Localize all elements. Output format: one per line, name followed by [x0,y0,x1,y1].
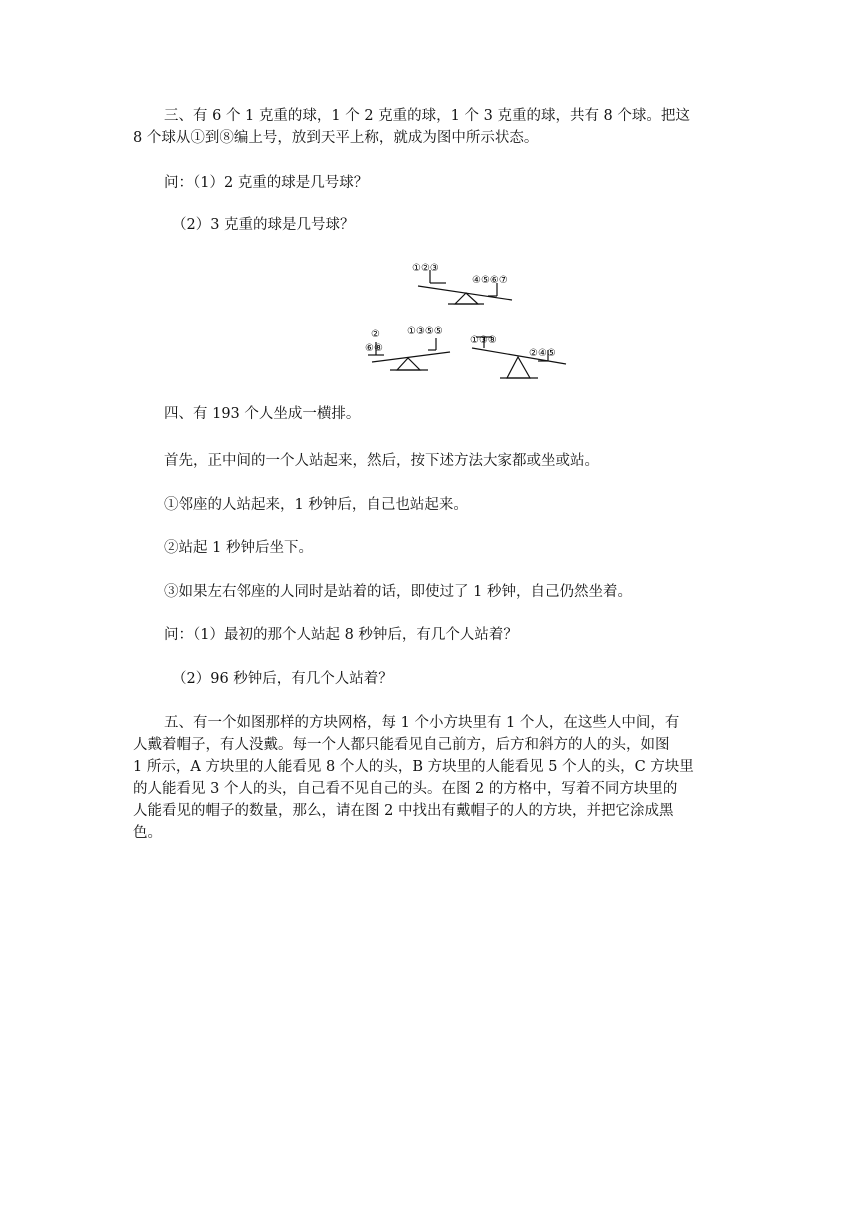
q3-intro-line2: 8 个球从①到⑧编上号，放到天平上称，就成为图中所示状态。 [133,130,539,146]
q5-line-4: 的人能看见 3 个人的头，自己看不见自己的头。在图 2 的方格中，写着不同方块里的 [133,781,678,797]
q5-line-5: 人能看见的帽子的数量，那么，请在图 2 中找出有戴帽子的人的方块，并把它涂成黑 [133,803,674,819]
balance-bottom-right-right-balls: ②④⑤ [529,348,556,359]
q4-title: 四、有 193 个人坐成一横排。 [164,406,361,422]
balance-bottom-left-lower-balls: ⑥⑧ [365,343,383,354]
q3-intro-line1: 三、有 6 个 1 克重的球，1 个 2 克重的球，1 个 3 克重的球，共有 8 个球。把这 [164,108,690,124]
q4-rule-3: ③如果左右邻座的人同时是站着的话，即使过了 1 秒钟，自己仍然坐着。 [164,584,632,600]
q5-line-2: 人戴着帽子，有人没戴。每一个人都只能看见自己前方，后方和斜方的人的头，如图 [133,737,670,753]
q4-question-2: （2）96 秒钟后，有几个人站着？ [172,671,393,687]
balance-bottom-left-right-balls: ①③⑤⑤ [407,326,443,337]
q5-line-6: 色。 [133,825,162,841]
q4-paragraph-1: 首先，正中间的一个人站起来，然后，按下述方法大家都或坐或站。 [164,453,599,469]
q3-question-2: （2）3 克重的球是几号球？ [172,217,355,233]
balance-top-right-balls: ④⑤⑥⑦ [472,275,508,286]
q4-question-1: 问：（1）最初的那个人站起 8 秒钟后，有几个人站着？ [164,627,518,643]
balance-bottom-right-left-balls: ①③⑧ [470,335,497,346]
q5-line-1: 五、有一个如图那样的方块网格，每 1 个小方块里有 1 个人，在这些人中间，有 [164,715,680,731]
balance-bottom-left-upper-ball: ② [371,329,380,340]
q4-rule-2: ②站起 1 秒钟后坐下。 [164,540,313,556]
balance-top-left-balls: ①②③ [412,263,439,274]
q3-question-1: 问：（1）2 克重的球是几号球？ [164,175,369,191]
q4-rule-1: ①邻座的人站起来，1 秒钟后，自己也站起来。 [164,497,468,513]
q5-line-3: 1 所示，A 方块里的人能看见 8 个人的头，B 方块里的人能看见 5 个人的头，C 方块里 [133,759,694,775]
